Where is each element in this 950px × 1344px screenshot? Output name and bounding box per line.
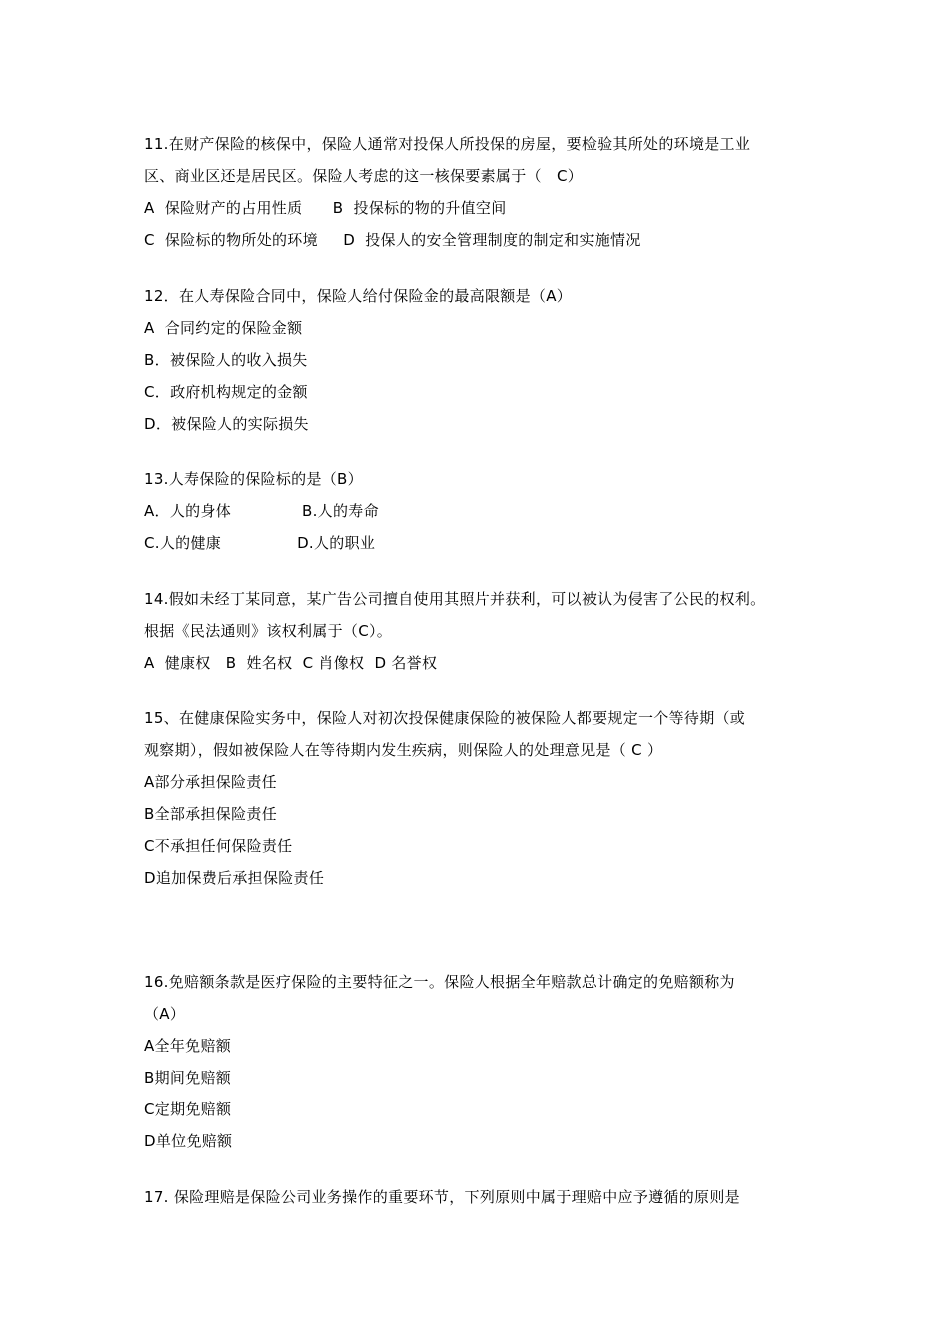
- q16-option-a: A全年免赔额: [144, 1037, 232, 1055]
- q16-stem-line1: 16.免赔额条款是医疗保险的主要特征之一。保险人根据全年赔款总计确定的免赔额称为: [144, 973, 735, 991]
- q15-option-d: D追加保费后承担保险责任: [144, 869, 325, 887]
- q16-option-d: D单位免赔额: [144, 1132, 233, 1150]
- q15-option-b: B全部承担保险责任: [144, 805, 277, 823]
- q12-option-b: B．被保险人的收入损失: [144, 351, 308, 369]
- q14-options: A 健康权 B 姓名权 C 肖像权 D 名誉权: [144, 654, 438, 672]
- q17-stem-line1: 17. 保险理赔是保险公司业务操作的重要环节，下列原则中属于理赔中应予遵循的原则是: [144, 1188, 740, 1206]
- q15-stem-line1: 15、在健康保险实务中，保险人对初次投保健康保险的被保险人都要规定一个等待期（或: [144, 709, 746, 727]
- q12-stem: 12．在人寿保险合同中，保险人给付保险金的最高限额是（A）: [144, 287, 573, 305]
- q16-option-b: B期间免赔额: [144, 1069, 232, 1087]
- q14-stem-line2: 根据《民法通则》该权利属于（C）。: [144, 622, 393, 640]
- q14-stem-line1: 14.假如未经丁某同意，某广告公司擅自使用其照片并获利，可以被认为侵害了公民的权利。: [144, 590, 766, 608]
- q12-option-d: D．被保险人的实际损失: [144, 415, 309, 433]
- q12-option-c: C．政府机构规定的金额: [144, 383, 308, 401]
- q15-option-a: A部分承担保险责任: [144, 773, 277, 791]
- q13-options-cd: C.人的健康 D.人的职业: [144, 534, 376, 552]
- q13-stem: 13.人寿保险的保险标的是（B）: [144, 470, 363, 488]
- q11-options-cd: C 保险标的物所处的环境 D 投保人的安全管理制度的制定和实施情况: [144, 231, 641, 249]
- q11-stem-line2: 区、商业区还是居民区。保险人考虑的这一核保要素属于（ C）: [144, 167, 584, 185]
- q15-option-c: C不承担任何保险责任: [144, 837, 293, 855]
- q11-options-ab: A 保险财产的占用性质 B 投保标的物的升值空间: [144, 199, 507, 217]
- q12-option-a: A 合同约定的保险金额: [144, 319, 303, 337]
- q15-stem-line2: 观察期），假如被保险人在等待期内发生疾病，则保险人的处理意见是（ C ）: [144, 741, 663, 759]
- q16-stem-line2: （A）: [144, 1005, 186, 1023]
- q13-options-ab: A．人的身体 B.人的寿命: [144, 502, 379, 520]
- q16-option-c: C定期免赔额: [144, 1100, 232, 1118]
- q11-stem-line1: 11.在财产保险的核保中，保险人通常对投保人所投保的房屋，要检验其所处的环境是工业: [144, 135, 751, 153]
